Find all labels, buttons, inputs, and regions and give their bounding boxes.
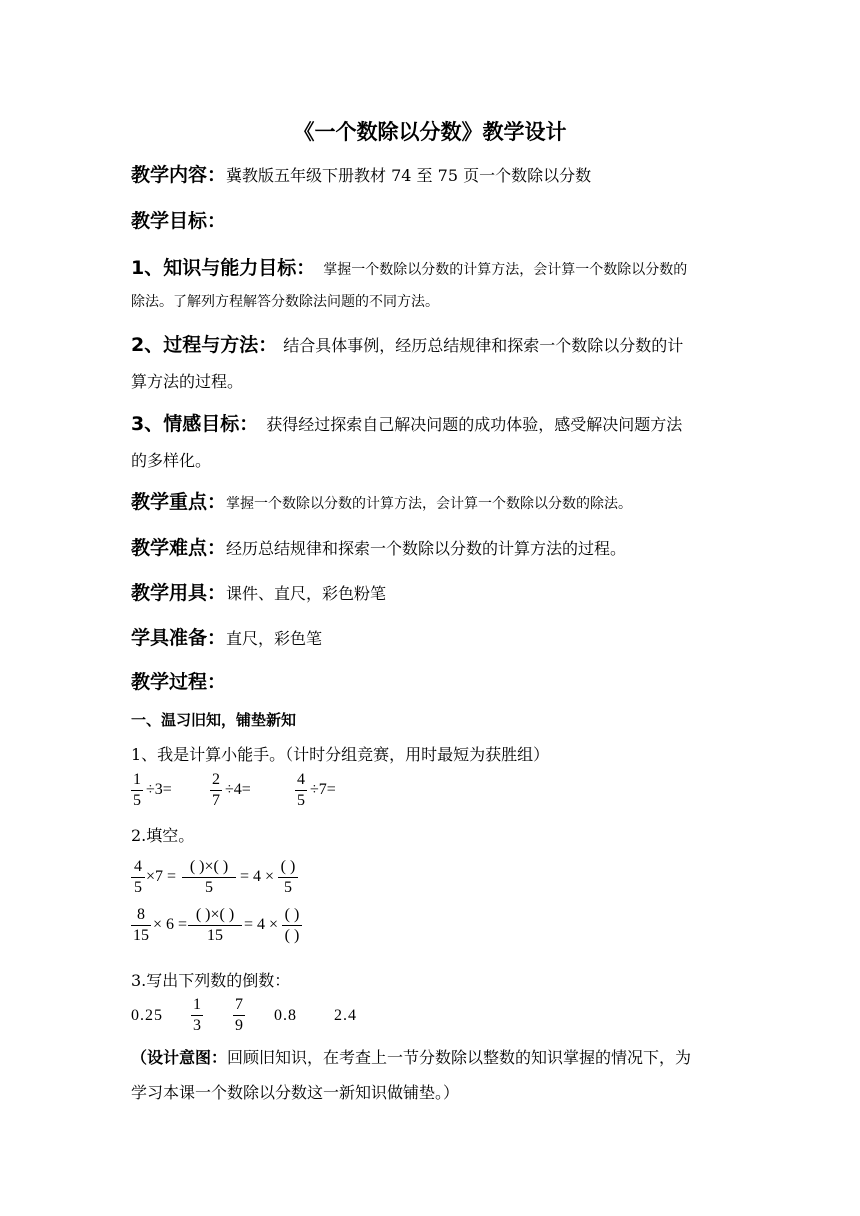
task1-text: 1、我是计算小能手。（计时分组竞赛，用时最短为获胜组） [131,745,550,764]
goal2-text-2: 算方法的过程。 [131,372,244,391]
fraction-denominator: 5 [134,879,142,896]
fraction-denominator: 5 [284,879,292,896]
fraction-numerator: 8 [137,906,145,923]
document-title: 《一个数除以分数》教学设计 [293,120,567,144]
task2-text: 2.填空。 [131,826,195,845]
goal3-text-1: 获得经过探索自己解决问题的成功体验，感受解决问题方法 [266,415,683,434]
goal3-label: 3、情感目标： [131,413,259,435]
fraction-denominator: 7 [212,792,220,809]
goal3-line1 [131,409,682,436]
goal1-text-2: 除法。了解列方程解答分数除法问题的不同方法。 [131,294,439,310]
content-line [131,160,591,187]
eq2-equals: = 4 × [244,916,279,933]
reciprocal-fraction-2 [233,996,245,1035]
fraction-bar [131,925,151,926]
design-note-text-1: 回顾旧知识，在考查上一节分数除以整数的知识掌握的情况下，为 [227,1048,692,1067]
eq2-fraction-c [282,906,302,945]
fraction-bar [295,790,307,791]
fraction-denominator: 5 [133,792,141,809]
fraction-numerator: ( )×( ) [189,858,229,875]
fraction-denominator: 5 [297,792,305,809]
content-text: 冀教版五年级下册教材 74 至 75 页一个数除以分数 [226,166,592,185]
goal2-text-1: 结合具体事例，经历总结规律和探索一个数除以分数的计 [283,336,684,355]
design-note-label: （设计意图： [131,1048,228,1067]
fraction-bar [131,790,143,791]
fraction-denominator: 15 [133,927,149,944]
key-point-text: 掌握一个数除以分数的计算方法，会计算一个数除以分数的除法。 [226,496,633,512]
eq2-fraction-b [188,906,242,945]
fraction-numerator: 4 [297,771,305,788]
eq2-fraction-a [131,906,151,945]
task3-text: 3.写出下列数的倒数： [131,971,291,990]
fraction-numerator: 1 [133,771,141,788]
eq1-fraction-b [182,858,236,897]
task1-fraction-1 [131,771,143,810]
key-point-line [131,487,632,514]
student-tools-line [131,623,322,650]
goal2-line1 [131,330,683,357]
eq1-times: ×7 = [146,868,177,885]
goal1-line1 [131,253,687,280]
fraction-denominator: 15 [207,927,223,944]
task1-expr-3: ÷7= [310,781,336,798]
fraction-denominator: 3 [193,1017,201,1034]
task1-expr-2: ÷4= [225,781,251,798]
fraction-numerator: ( )×( ) [195,906,235,923]
tools-label: 教学用具： [131,582,227,604]
content-label: 教学内容： [131,164,227,186]
key-point-label: 教学重点： [131,491,227,513]
tools-text: 课件、直尺，彩色粉笔 [226,584,387,603]
eq2-times: × 6 = [153,916,188,933]
fraction-bar [233,1015,245,1016]
goal3-text-2: 的多样化。 [131,451,212,470]
task1-fraction-2 [210,771,222,810]
fraction-denominator: ( ) [284,927,300,944]
fraction-numerator: ( ) [280,858,296,875]
fraction-bar [131,877,145,878]
difficulty-label: 教学难点： [131,537,227,559]
fraction-denominator: 5 [205,879,213,896]
student-tools-label: 学具准备： [131,627,227,649]
task1-fraction-3 [295,771,307,810]
section1-heading: 一、温习旧知，铺垫新知 [131,711,297,729]
tools-line [131,578,386,605]
goal2-label: 2、过程与方法： [131,334,278,356]
fraction-numerator: ( ) [284,906,300,923]
reciprocal-value-2: 0.8 [274,1007,297,1024]
fraction-bar [278,877,298,878]
design-note-line1 [131,1045,691,1068]
goals-heading: 教学目标： [131,210,227,232]
reciprocal-value-1: 0.25 [131,1007,163,1024]
student-tools-text: 直尺，彩色笔 [226,629,323,648]
fraction-bar [191,1015,203,1016]
eq1-equals: = 4 × [240,868,275,885]
reciprocal-value-3: 2.4 [334,1007,357,1024]
fraction-bar [188,925,242,926]
fraction-numerator: 4 [134,858,142,875]
process-heading: 教学过程： [131,671,227,693]
design-note-text-2: 学习本课一个数除以分数这一新知识做铺垫。） [131,1083,460,1102]
fraction-numerator: 2 [212,771,220,788]
fraction-denominator: 9 [235,1017,243,1034]
difficulty-text: 经历总结规律和探索一个数除以分数的计算方法的过程。 [226,539,627,558]
fraction-numerator: 1 [193,996,201,1013]
eq1-fraction-a [131,858,145,897]
fraction-numerator: 7 [235,996,243,1013]
goal1-text-1: 掌握一个数除以分数的计算方法，会计算一个数除以分数的 [323,262,688,278]
fraction-bar [182,877,236,878]
difficulty-line [131,533,626,560]
goal1-label: 1、知识与能力目标： [131,257,316,279]
fraction-bar [282,925,302,926]
reciprocal-fraction-1 [191,996,203,1035]
eq1-fraction-c [278,858,298,897]
fraction-bar [210,790,222,791]
task1-expr-1: ÷3= [146,781,172,798]
